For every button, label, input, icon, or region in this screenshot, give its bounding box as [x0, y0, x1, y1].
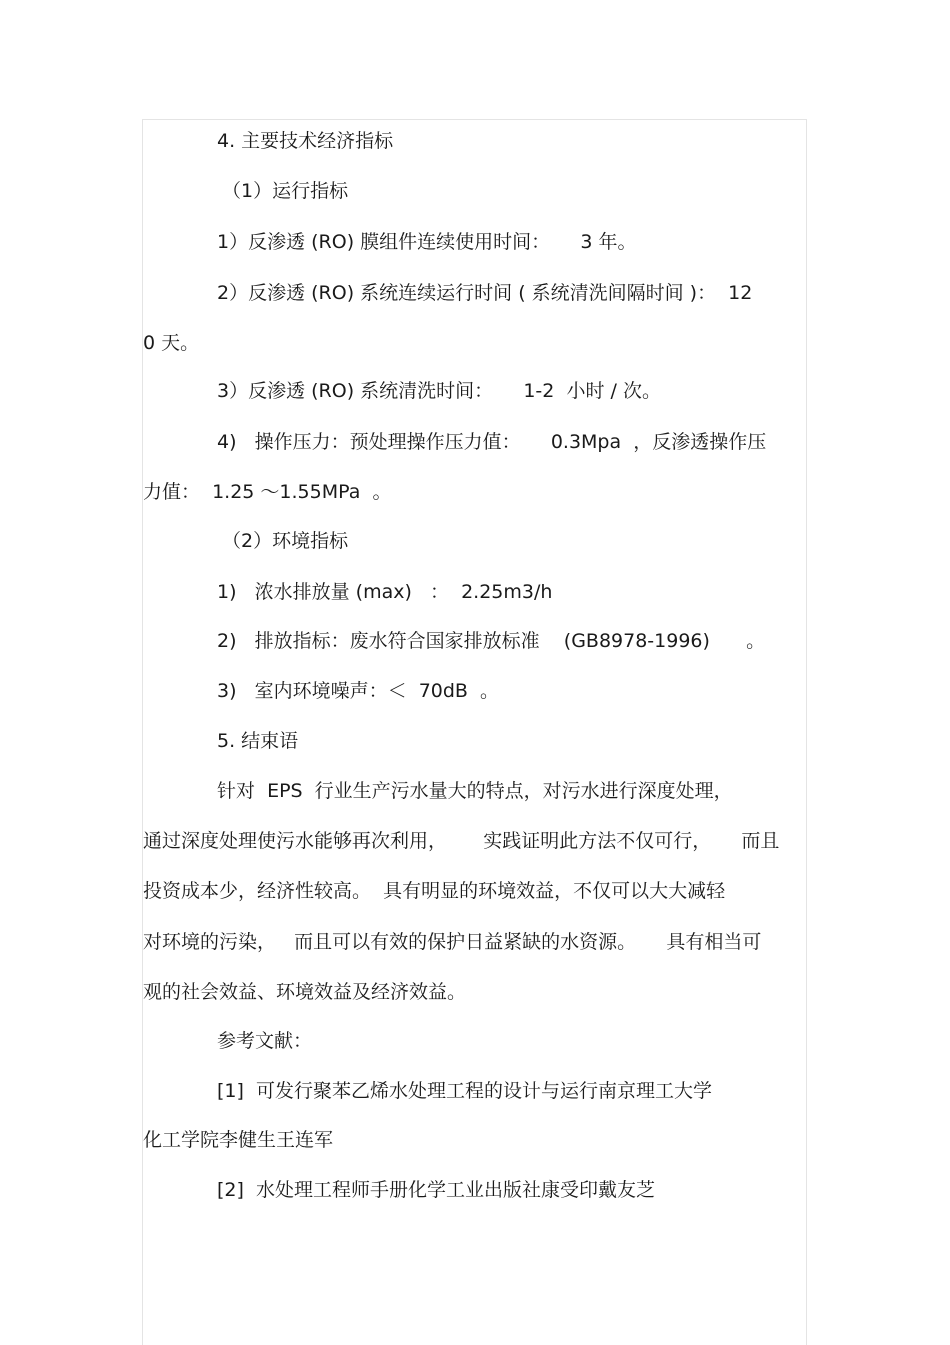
operation-item-4-line-2: 力值： 1.25 ～1.55MPa 。	[143, 481, 392, 503]
conclusion-line-2: 通过深度处理使污水能够再次利用， 实践证明此方法不仅可行， 而且	[143, 830, 780, 852]
references-heading: 参考文献：	[217, 1030, 313, 1052]
operation-item-2-line-2: 0 天。	[143, 332, 200, 354]
environment-item-1: 1) 浓水排放量 (max) ： 2.25m3/h	[217, 581, 553, 603]
section-5-heading: 5. 结束语	[217, 730, 299, 752]
conclusion-line-1: 针对 EPS 行业生产污水量大的特点，对污水进行深度处理，	[217, 780, 733, 802]
conclusion-line-4: 对环境的污染， 而且可以有效的保护日益紧缺的水资源。 具有相当可	[143, 931, 762, 953]
conclusion-line-5: 观的社会效益、环境效益及经济效益。	[143, 981, 467, 1003]
reference-1-line-1: [1] 可发行聚苯乙烯水处理工程的设计与运行南京理工大学	[217, 1080, 712, 1102]
operation-indicators-heading: （1）运行指标	[222, 180, 349, 202]
operation-item-3: 3）反渗透 (RO) 系统清洗时间： 1-2 小时 / 次。	[217, 380, 661, 402]
reference-1-line-2: 化工学院李健生王连军	[143, 1129, 334, 1151]
operation-item-4-line-1: 4) 操作压力：预处理操作压力值： 0.3Mpa ，反渗透操作压	[217, 431, 767, 453]
operation-item-2-line-1: 2）反渗透 (RO) 系统连续运行时间 ( 系统清洗间隔时间 )： 12	[217, 282, 753, 304]
environment-item-2: 2) 排放指标：废水符合国家排放标准 (GB8978-1996) 。	[217, 630, 766, 652]
section-4-heading: 4. 主要技术经济指标	[217, 130, 394, 152]
conclusion-line-3: 投资成本少，经济性较高。 具有明显的环境效益，不仅可以大大减轻	[143, 880, 726, 902]
reference-2-line-1: [2] 水处理工程师手册化学工业出版社康受印戴友芝	[217, 1179, 655, 1201]
environment-item-3: 3) 室内环境噪声：＜ 70dB 。	[217, 680, 500, 702]
environment-indicators-heading: （2）环境指标	[222, 530, 349, 552]
operation-item-1: 1）反渗透 (RO) 膜组件连续使用时间： 3 年。	[217, 231, 637, 253]
